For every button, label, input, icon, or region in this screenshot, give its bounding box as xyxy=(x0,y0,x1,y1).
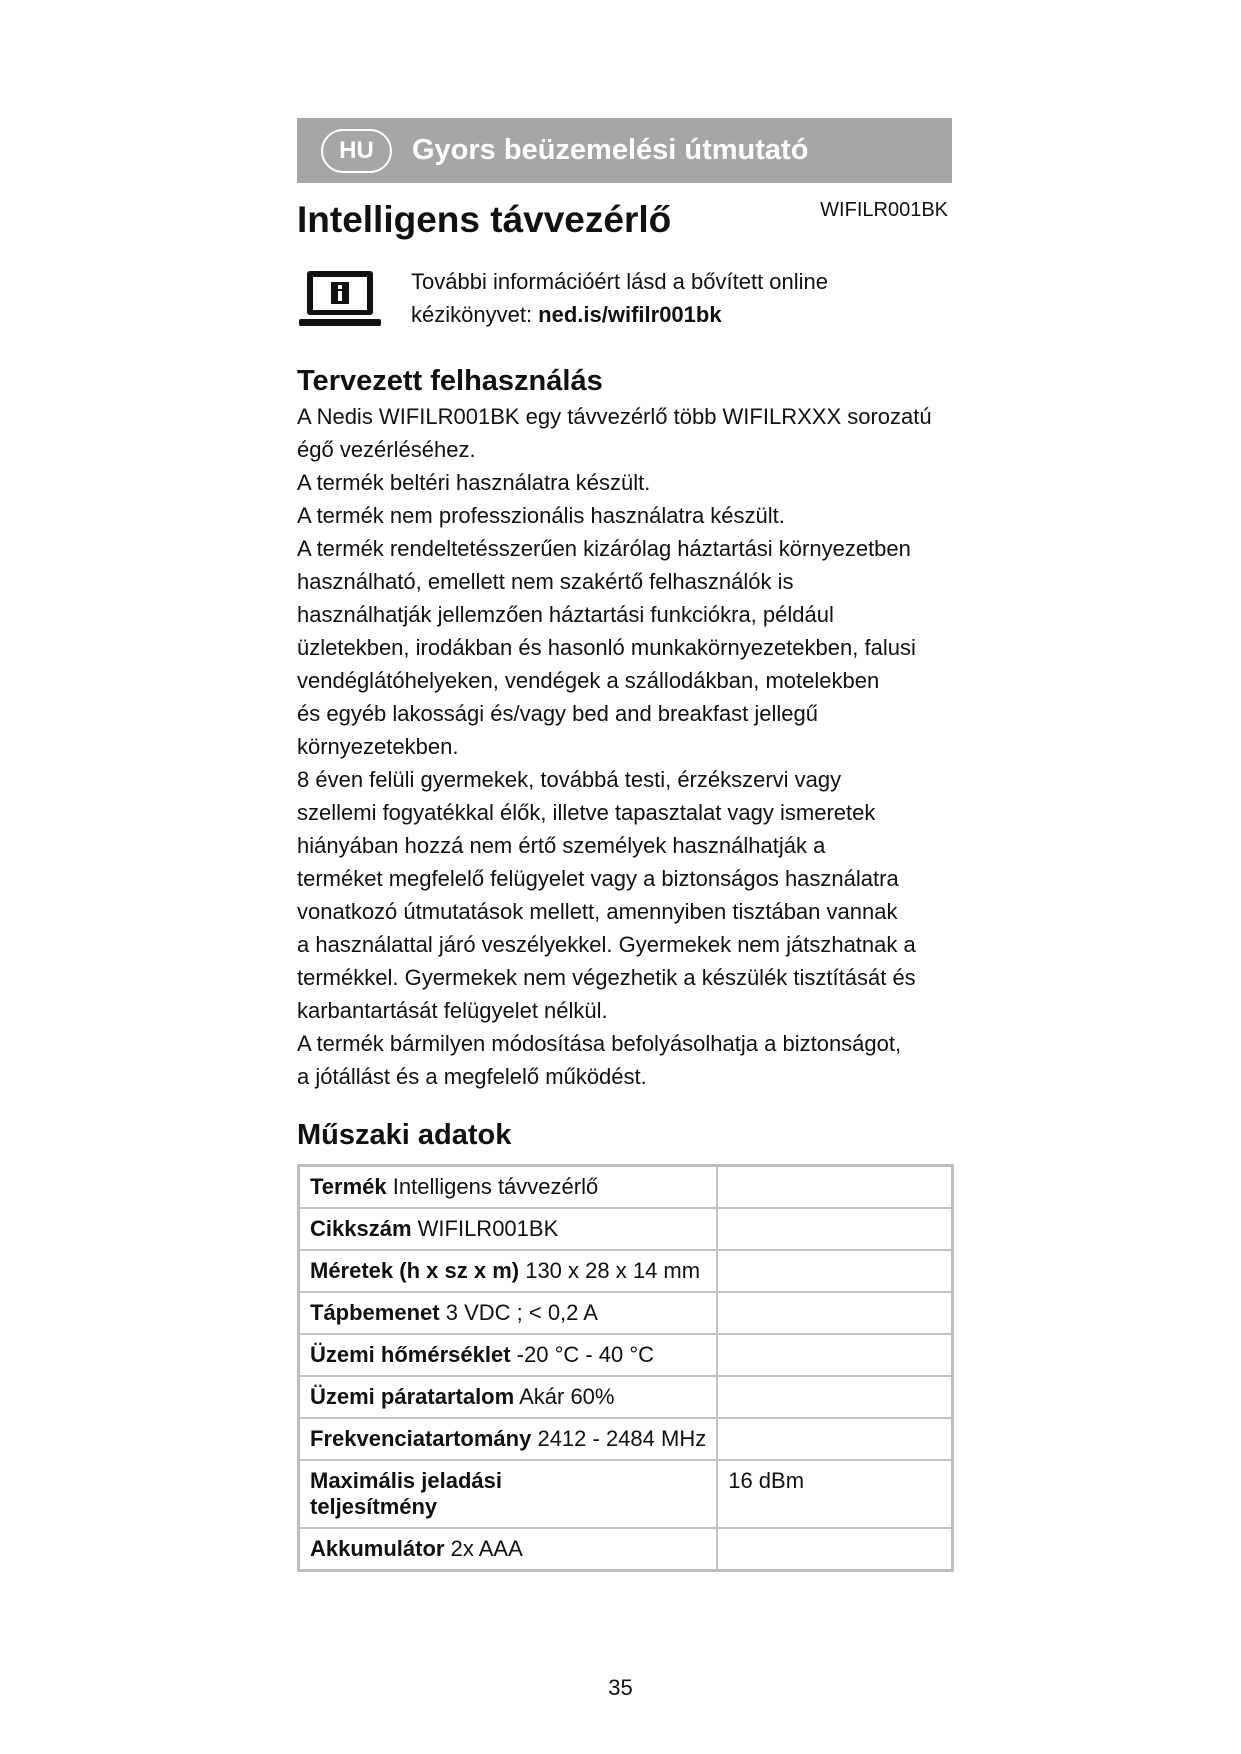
text-line: terméket megfelelő felügyelet vagy a biztonságos használatra xyxy=(297,866,899,891)
info-line-2 xyxy=(411,298,828,331)
intended-use-text xyxy=(297,400,952,1093)
intended-use-section xyxy=(297,365,952,1093)
section-banner xyxy=(297,118,952,183)
spec-label: Cikkszám xyxy=(310,1216,412,1241)
text-line: szellemi fogyatékkal élők, illetve tapasztalat vagy ismeretek xyxy=(297,800,876,825)
text-line: a jótállást és a megfelelő működést. xyxy=(297,1064,647,1089)
spec-cell-empty xyxy=(717,1418,952,1460)
intended-use-heading: Tervezett felhasználás xyxy=(297,365,603,397)
spec-cell-empty xyxy=(717,1376,952,1418)
spec-label: Frekvenciatartomány xyxy=(310,1426,532,1451)
table-row xyxy=(299,1418,953,1460)
spec-value: 2x AAA xyxy=(450,1536,523,1561)
spec-value: Intelligens távvezérlő xyxy=(392,1174,599,1199)
spec-value: 2412 - 2484 MHz xyxy=(537,1426,707,1451)
table-row xyxy=(299,1334,953,1376)
laptop-info-icon xyxy=(297,269,383,331)
info-line-1: További információért lásd a bővített online xyxy=(411,269,829,294)
spec-label: Akkumulátor xyxy=(310,1536,445,1561)
text-line: 8 éven felüli gyermekek, továbbá testi, érzékszervi vagy xyxy=(297,767,842,792)
spec-cell xyxy=(299,1250,718,1292)
spec-cell xyxy=(299,1418,718,1460)
product-title: Intelligens távvezérlő xyxy=(297,199,672,240)
text-line: termékkel. Gyermekek nem végezhetik a készülék tisztítását és xyxy=(297,965,916,990)
text-line: használható, emellett nem szakértő felhasználók is xyxy=(297,569,794,594)
spec-value: 130 x 28 x 14 mm xyxy=(525,1258,701,1283)
spec-value: 3 VDC ; < 0,2 A xyxy=(445,1300,598,1325)
manual-url-link[interactable]: ned.is/wifilr001bk xyxy=(538,302,722,327)
text-line: hiányában hozzá nem értő személyek használhatják a xyxy=(297,833,826,858)
banner-title: Gyors beüzemelési útmutató xyxy=(412,134,809,166)
table-row xyxy=(299,1292,953,1334)
spec-cell-empty xyxy=(717,1292,952,1334)
spec-cell xyxy=(299,1292,718,1334)
text-line: karbantartását felügyelet nélkül. xyxy=(297,998,608,1023)
spec-label: Termék xyxy=(310,1174,387,1199)
text-line: A termék rendeltetésszerűen kizárólag háztartási környezetben xyxy=(297,536,911,561)
text-line: A termék nem professzionális használatra készült. xyxy=(297,503,785,528)
spec-value: WIFILR001BK xyxy=(417,1216,559,1241)
spec-label: Üzemi hőmérséklet xyxy=(310,1342,511,1367)
spec-table xyxy=(297,1164,954,1572)
spec-label: Tápbemenet xyxy=(310,1300,440,1325)
spec-label: Maximális jeladási teljesítmény xyxy=(310,1468,502,1519)
tech-data-section xyxy=(297,1119,952,1572)
table-row xyxy=(299,1376,953,1418)
text-line: égő vezérléséhez. xyxy=(297,437,476,462)
spec-cell-empty xyxy=(717,1528,952,1571)
table-row xyxy=(299,1166,953,1209)
spec-cell xyxy=(299,1166,718,1209)
spec-cell-empty xyxy=(717,1166,952,1209)
manual-page xyxy=(297,118,952,1572)
text-line: környezetekben. xyxy=(297,734,459,759)
tech-data-heading: Műszaki adatok xyxy=(297,1119,512,1151)
spec-value: Akár 60% xyxy=(519,1384,615,1409)
spec-cell xyxy=(299,1208,718,1250)
spec-cell xyxy=(299,1528,718,1571)
spec-cell xyxy=(299,1334,718,1376)
language-badge: HU xyxy=(321,129,392,173)
spec-cell xyxy=(299,1460,718,1528)
table-row xyxy=(299,1528,953,1571)
text-line: A Nedis WIFILR001BK egy távvezérlő több WIFILRXXX sorozatú xyxy=(297,404,932,429)
spec-value: -20 °C - 40 °C xyxy=(516,1342,655,1367)
spec-value-cell xyxy=(717,1460,952,1528)
spec-cell-empty xyxy=(717,1250,952,1292)
spec-label: Üzemi páratartalom xyxy=(310,1384,515,1409)
online-manual-info xyxy=(297,265,952,331)
text-line: üzletekben, irodákban és hasonló munkakörnyezetekben, falusi xyxy=(297,635,916,660)
model-code: WIFILR001BK xyxy=(820,199,948,221)
page-number: 35 xyxy=(608,1675,633,1700)
spec-cell-empty xyxy=(717,1334,952,1376)
spec-label: Méretek (h x sz x m) xyxy=(310,1258,520,1283)
spec-cell-empty xyxy=(717,1208,952,1250)
text-line: használhatják jellemzően háztartási funkciókra, például xyxy=(297,602,834,627)
text-line: vendéglátóhelyeken, vendégek a szállodákban, motelekben xyxy=(297,668,880,693)
text-line: és egyéb lakossági és/vagy bed and breakfast jellegű xyxy=(297,701,819,726)
title-row xyxy=(297,189,952,251)
info-line-2-prefix: kézikönyvet: xyxy=(411,302,539,327)
info-text xyxy=(411,265,828,331)
text-line: a használattal járó veszélyekkel. Gyermekek nem játszhatnak a xyxy=(297,932,916,957)
text-line: A termék beltéri használatra készült. xyxy=(297,470,651,495)
spec-cell xyxy=(299,1376,718,1418)
table-row xyxy=(299,1250,953,1292)
table-row xyxy=(299,1460,953,1528)
table-row xyxy=(299,1208,953,1250)
text-line: vonatkozó útmutatások mellett, amennyiben tisztában vannak xyxy=(297,899,898,924)
spec-value: 16 dBm xyxy=(728,1468,805,1493)
text-line: A termék bármilyen módosítása befolyásolhatja a biztonságot, xyxy=(297,1031,902,1056)
